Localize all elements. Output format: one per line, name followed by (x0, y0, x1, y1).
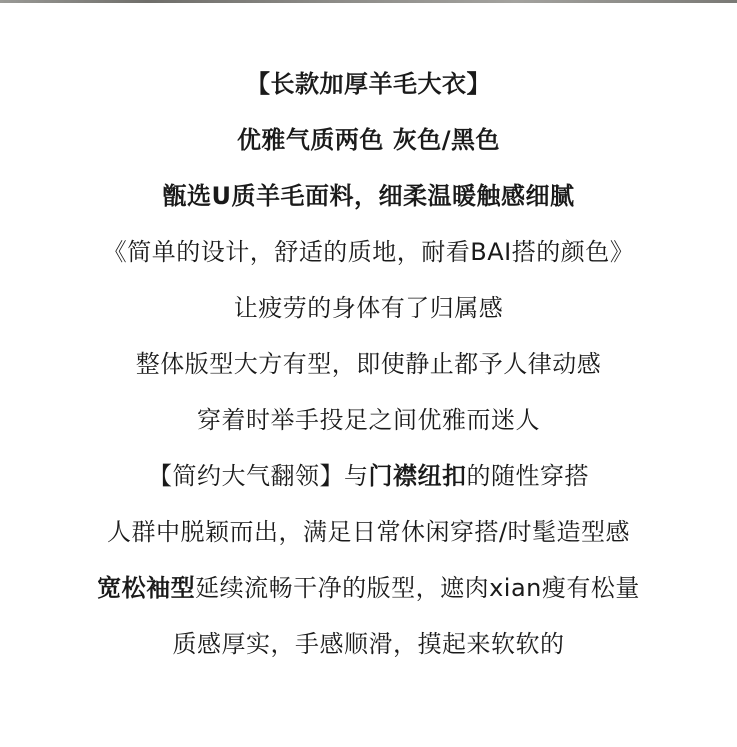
texture-line: 质感厚实，手感顺滑，摸起来软软的 (172, 630, 565, 658)
design-line: 《简单的设计，舒适的质地，耐看BAI搭的颜色》 (102, 238, 635, 266)
silhouette-line: 整体版型大方有型，即使静止都予人律动感 (135, 350, 602, 378)
top-decor-strip (0, 0, 737, 3)
collar-line (0, 448, 737, 504)
product-description (0, 56, 737, 672)
title-line: 【长款加厚羊毛大衣】 (246, 70, 491, 98)
placket-buttons-text: 门襟纽扣 (368, 462, 467, 490)
fabric-line: 甑选U质羊毛面料，细柔温暖触感细腻 (162, 182, 575, 210)
comfort-line: 让疲劳的身体有了归属感 (233, 294, 504, 322)
sleeve-line (0, 560, 737, 616)
collar-text: 【简约大气翻领】与 (148, 462, 369, 490)
loose-sleeve-text: 宽松袖型 (97, 574, 196, 602)
color-options-line: 优雅气质两色 灰色/黑色 (236, 126, 501, 154)
standout-line: 人群中脱颖而出，满足日常休闲穿搭/时髦造型感 (106, 518, 631, 546)
elegance-line: 穿着时举手投足之间优雅而迷人 (197, 406, 540, 434)
sleeve-description-text: 延续流畅干净的版型，遮肉xian瘦有松量 (195, 574, 640, 602)
casual-match-text: 的随性穿搭 (466, 462, 589, 490)
